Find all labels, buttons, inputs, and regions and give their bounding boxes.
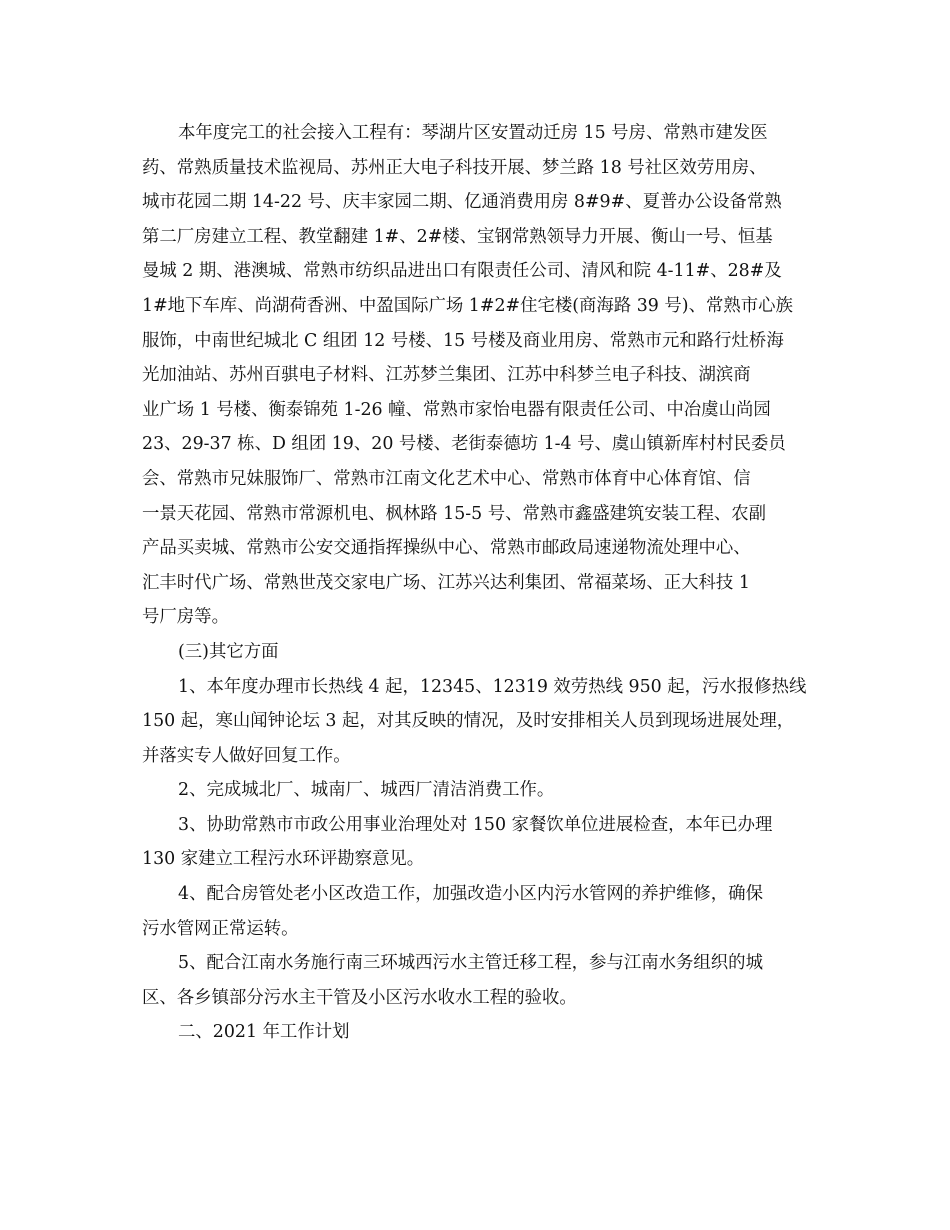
list-item-line: 区、各乡镇部分污水主干管及小区污水收水工程的验收。 <box>142 987 577 1008</box>
paragraph-line: 第二厂房建立工程、教堂翻建 1#、2#楼、宝钢常熟领导力开展、衡山一号、恒基 <box>142 226 773 247</box>
list-item-line: 2、完成城北厂、城南厂、城西厂清洁消费工作。 <box>178 780 555 801</box>
list-item-line: 污水管网正常运转。 <box>142 918 299 939</box>
paragraph-line: 城市花园二期 14-22 号、庆丰家园二期、亿通消费用房 8#9#、夏普办公设备常熟 <box>142 192 782 213</box>
list-item-line: 4、配合房管处老小区改造工作，加强改造小区内污水管网的养护维修，确保 <box>178 884 763 905</box>
section-heading: (三)其它方面 <box>178 641 279 662</box>
list-item-line: 3、协助常熟市市政公用事业治理处对 150 家餐饮单位进展检查，本年已办理 <box>178 814 773 835</box>
list-item-line: 150 起，寒山闻钟论坛 3 起，对其反映的情况，及时安排相关人员到现场进展处理， <box>142 711 795 732</box>
paragraph-line: 业广场 1 号楼、衡泰锦苑 1-26 幢、常熟市家怡电器有限责任公司、中冶虞山尚园 <box>142 399 771 420</box>
paragraph-line: 产品买卖城、常熟市公安交通指挥操纵中心、常熟市邮政局速递物流处理中心、 <box>142 538 751 559</box>
list-item-line: 5、配合江南水务施行南三环城西污水主管迁移工程，参与江南水务组织的城 <box>178 953 763 974</box>
list-item-line: 1、本年度办理市长热线 4 起，12345、12319 效劳热线 950 起，污水报修热线 <box>178 676 807 697</box>
paragraph-line: 会、常熟市兄妹服饰厂、常熟市江南文化艺术中心、常熟市体育中心体育馆、信 <box>142 468 751 489</box>
paragraph-line: 药、常熟质量技术监视局、苏州正大电子科技开展、梦兰路 18 号社区效劳用房、 <box>142 157 767 178</box>
paragraph-line: 光加油站、苏州百骐电子材料、江苏梦兰集团、江苏中科梦兰电子科技、湖滨商 <box>142 365 751 386</box>
list-item-line: 并落实专人做好回复工作。 <box>142 745 351 766</box>
paragraph-line: 曼城 2 期、港澳城、常熟市纺织品进出口有限责任公司、清风和院 4-11#、28#及 <box>142 261 782 282</box>
paragraph-line: 23、29-37 栋、D 组团 19、20 号楼、老街泰德坊 1-4 号、虞山镇新库村村民委员 <box>142 434 786 455</box>
paragraph-line: 一景天花园、常熟市常源机电、枫林路 15-5 号、常熟市鑫盛建筑安装工程、农副 <box>142 503 767 524</box>
paragraph-line: 汇丰时代广场、常熟世茂交家电广场、江苏兴达利集团、常福菜场、正大科技 1 <box>142 572 750 593</box>
list-item-line: 130 家建立工程污水环评勘察意见。 <box>142 849 425 870</box>
paragraph-line: 服饰，中南世纪城北 C 组团 12 号楼、15 号楼及商业用房、常熟市元和路行灶桥海 <box>142 330 784 351</box>
paragraph-line: 本年度完工的社会接入工程有：琴湖片区安置动迁房 15 号房、常熟市建发医 <box>178 123 768 143</box>
section-heading: 二、2021 年工作计划 <box>178 1022 350 1043</box>
paragraph-line: 1#地下车库、尚湖荷香洲、中盈国际广场 1#2#住宅楼(商海路 39 号)、常熟市心族 <box>142 295 793 316</box>
document-body <box>142 116 818 1050</box>
paragraph-line: 号厂房等。 <box>142 607 229 628</box>
